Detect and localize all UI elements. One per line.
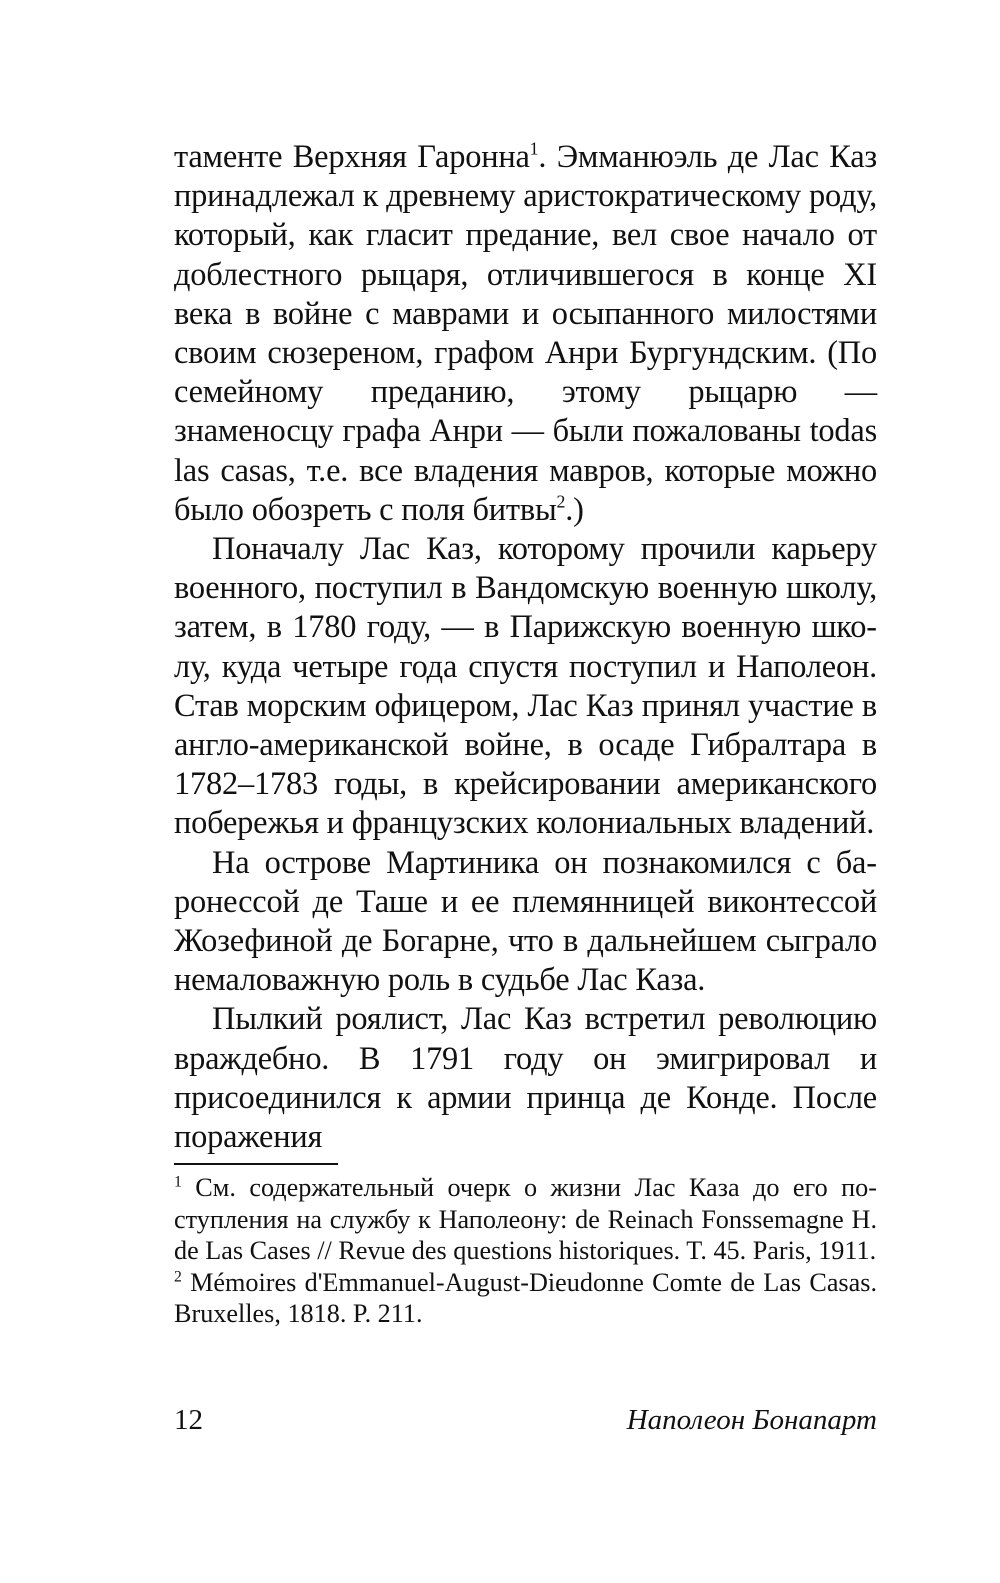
footnote-divider: [174, 1163, 338, 1165]
paragraph-4: [174, 1000, 877, 1157]
text-run: . Эмманюэль де Лас Каз принадлежал к древнему аристократическому роду, который, как гласит предание, вел свое начало от доблестного рыцаря, отличившегося в конце XI века в войне с маврами и осыпанного милостями своим сюзереном, графом Анри Бургундским. (По семейному преданию, этому рыцарю — знаменосцу графа Анри — были пожалованы todas las casas, т.е. все владения мавров, которые можно было обозреть с поля битвы: [174, 139, 877, 528]
footnote-1: [174, 1172, 877, 1267]
text-run: .): [565, 491, 584, 528]
footnote-mark: 2: [174, 1268, 182, 1286]
footnote-2: [174, 1267, 877, 1330]
footnote-mark: 1: [174, 1173, 182, 1191]
footnote-text: Mémoires d'Emmanuel-August-Dieudonne Comte de Las Casas. Bruxelles, 1818. P. 211.: [174, 1267, 877, 1329]
main-text-block: [174, 138, 877, 1157]
footnote-ref-2: 2: [556, 491, 566, 512]
text-run: таменте Верхняя Гаронна: [174, 139, 530, 175]
running-title: Наполеон Бонапарт: [626, 1404, 877, 1436]
paragraph-1: [174, 138, 877, 530]
paragraph-2: [174, 530, 877, 844]
footnotes: [174, 1172, 877, 1330]
body-text: [174, 138, 877, 1157]
footnote-text: См. содержательный очерк о жизни Лас Каза до его поступления на службу к Наполеону: de Reinach Fonssemagne H. de Las Cases // Revue des questions historiques. T. 45. Paris, 1911.: [174, 1173, 877, 1266]
paragraph-3: [174, 844, 877, 1001]
page-number: 12: [174, 1404, 203, 1436]
text-run: Пылкий роялист, Лас Каз встретил революцию враждебно. В 1791 году он эмигрировал и присоединился к армии принца де Конде. После поражения: [174, 1001, 877, 1156]
text-run: Поначалу Лас Каз, которому прочили карьеру военного, поступил в Вандомскую военную школу, затем, в 1780 году, — в Парижскую военную школу, куда четыре года спустя поступил и Наполеон. Став морским офицером, Лас Каз принял участие в англо-американской войне, в осаде Гибралтара в 1782–1783 годы, в крейсировании американского побережья и французских колониальных владений.: [174, 531, 877, 842]
footnote-ref-1: 1: [529, 138, 539, 159]
text-run: На острове Мартиника он познакомился с баронессой де Таше и ее племянницей виконтессой Жозефиной де Богарне, что в дальнейшем сыграло немаловажную роль в судьбе Лас Каза.: [174, 844, 877, 999]
